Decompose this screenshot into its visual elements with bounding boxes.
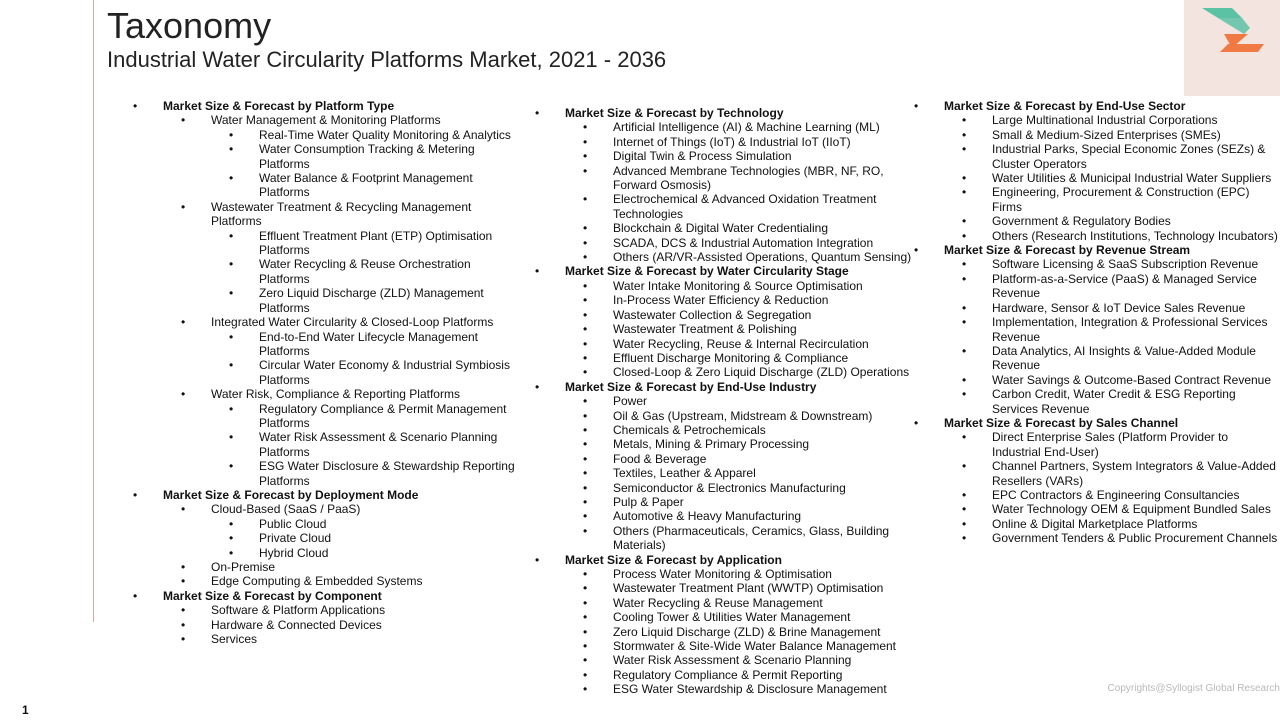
- taxonomy-subsegment: • Metals, Mining & Primary Processing: [533, 437, 915, 451]
- taxonomy-subsegment: • Small & Medium-Sized Enterprises (SMEs): [912, 128, 1280, 142]
- taxonomy-subsegment: • Oil & Gas (Upstream, Midstream & Downstream): [533, 409, 915, 423]
- taxonomy-sub-subsegment: • Water Balance & Footprint Management Platforms: [95, 171, 515, 200]
- taxonomy-subsegment: • Water Management & Monitoring Platforms: [95, 113, 515, 127]
- taxonomy-subsegment: • Wastewater Treatment & Recycling Management Platforms: [95, 200, 515, 229]
- taxonomy-list: [95, 99, 515, 646]
- taxonomy-subsegment: • Others (AR/VR-Assisted Operations, Quantum Sensing): [533, 250, 915, 264]
- taxonomy-subsegment: • Online & Digital Marketplace Platforms: [912, 517, 1280, 531]
- taxonomy-subsegment: • Others (Research Institutions, Technology Incubators): [912, 229, 1280, 243]
- taxonomy-sub-subsegment: • ESG Water Disclosure & Stewardship Reporting Platforms: [95, 459, 515, 488]
- taxonomy-subsegment: • On-Premise: [95, 560, 515, 574]
- taxonomy-subsegment: • Implementation, Integration & Professional Services Revenue: [912, 315, 1280, 344]
- taxonomy-subsegment: • Advanced Membrane Technologies (MBR, NF, RO, Forward Osmosis): [533, 164, 915, 193]
- taxonomy-subsegment: • Blockchain & Digital Water Credentialing: [533, 221, 915, 235]
- page-subtitle: Industrial Water Circularity Platforms Market, 2021 - 2036: [107, 47, 667, 72]
- taxonomy-subsegment: • ESG Water Stewardship & Disclosure Management: [533, 682, 915, 696]
- taxonomy-segment-heading: • Market Size & Forecast by Deployment Mode: [95, 488, 515, 502]
- taxonomy-list: [912, 99, 1280, 546]
- taxonomy-subsegment: • Hardware, Sensor & IoT Device Sales Revenue: [912, 301, 1280, 315]
- taxonomy-subsegment: • Wastewater Treatment & Polishing: [533, 322, 915, 336]
- taxonomy-subsegment: • Others (Pharmaceuticals, Ceramics, Glass, Building Materials): [533, 524, 915, 553]
- taxonomy-subsegment: • Platform-as-a-Service (PaaS) & Managed Service Revenue: [912, 272, 1280, 301]
- taxonomy-subsegment: • SCADA, DCS & Industrial Automation Integration: [533, 236, 915, 250]
- copyright-text: Copyrights@Syllogist Global Research: [1107, 683, 1280, 694]
- taxonomy-subsegment: • Government & Regulatory Bodies: [912, 214, 1280, 228]
- taxonomy-segment-heading: • Market Size & Forecast by Sales Channel: [912, 416, 1280, 430]
- taxonomy-subsegment: • Software Licensing & SaaS Subscription Revenue: [912, 257, 1280, 271]
- taxonomy-subsegment: • Integrated Water Circularity & Closed-Loop Platforms: [95, 315, 515, 329]
- taxonomy-subsegment: • Electrochemical & Advanced Oxidation Treatment Technologies: [533, 192, 915, 221]
- taxonomy-subsegment: • Engineering, Procurement & Construction (EPC) Firms: [912, 185, 1280, 214]
- taxonomy-subsegment: • Pulp & Paper: [533, 495, 915, 509]
- taxonomy-segment-heading: • Market Size & Forecast by Technology: [533, 106, 915, 120]
- taxonomy-subsegment: • Power: [533, 394, 915, 408]
- taxonomy-sub-subsegment: • Regulatory Compliance & Permit Management Platforms: [95, 402, 515, 431]
- taxonomy-subsegment: • Wastewater Collection & Segregation: [533, 308, 915, 322]
- taxonomy-segment-heading: • Market Size & Forecast by End-Use Sector: [912, 99, 1280, 113]
- taxonomy-sub-subsegment: • Zero Liquid Discharge (ZLD) Management Platforms: [95, 286, 515, 315]
- page-number: 1: [22, 703, 29, 717]
- taxonomy-list: [533, 106, 915, 697]
- taxonomy-sub-subsegment: • End-to-End Water Lifecycle Management Platforms: [95, 330, 515, 359]
- taxonomy-subsegment: • Large Multinational Industrial Corporations: [912, 113, 1280, 127]
- taxonomy-subsegment: • Water Intake Monitoring & Source Optimisation: [533, 279, 915, 293]
- taxonomy-segment-heading: • Market Size & Forecast by Application: [533, 553, 915, 567]
- taxonomy-sub-subsegment: • Public Cloud: [95, 517, 515, 531]
- taxonomy-subsegment: • Zero Liquid Discharge (ZLD) & Brine Management: [533, 625, 915, 639]
- taxonomy-subsegment: • Stormwater & Site-Wide Water Balance Management: [533, 639, 915, 653]
- taxonomy-subsegment: • Effluent Discharge Monitoring & Compliance: [533, 351, 915, 365]
- page-title: Taxonomy: [107, 5, 272, 46]
- taxonomy-subsegment: • Automotive & Heavy Manufacturing: [533, 509, 915, 523]
- taxonomy-column-3: [912, 99, 1280, 546]
- taxonomy-subsegment: • Food & Beverage: [533, 452, 915, 466]
- taxonomy-sub-subsegment: • Private Cloud: [95, 531, 515, 545]
- taxonomy-subsegment: • Industrial Parks, Special Economic Zones (SEZs) & Cluster Operators: [912, 142, 1280, 171]
- taxonomy-subsegment: • EPC Contractors & Engineering Consultancies: [912, 488, 1280, 502]
- taxonomy-sub-subsegment: • Water Consumption Tracking & Metering Platforms: [95, 142, 515, 171]
- taxonomy-sub-subsegment: • Circular Water Economy & Industrial Symbiosis Platforms: [95, 358, 515, 387]
- taxonomy-segment-heading: • Market Size & Forecast by Revenue Stream: [912, 243, 1280, 257]
- taxonomy-subsegment: • Chemicals & Petrochemicals: [533, 423, 915, 437]
- taxonomy-subsegment: • Cooling Tower & Utilities Water Management: [533, 610, 915, 624]
- taxonomy-subsegment: • Hardware & Connected Devices: [95, 618, 515, 632]
- taxonomy-subsegment: • Cloud-Based (SaaS / PaaS): [95, 502, 515, 516]
- taxonomy-sub-subsegment: • Hybrid Cloud: [95, 546, 515, 560]
- taxonomy-subsegment: • Water Utilities & Municipal Industrial Water Suppliers: [912, 171, 1280, 185]
- taxonomy-subsegment: • Process Water Monitoring & Optimisation: [533, 567, 915, 581]
- taxonomy-subsegment: • Carbon Credit, Water Credit & ESG Reporting Services Revenue: [912, 387, 1280, 416]
- taxonomy-sub-subsegment: • Water Risk Assessment & Scenario Planning Platforms: [95, 430, 515, 459]
- taxonomy-segment-heading: • Market Size & Forecast by Platform Type: [95, 99, 515, 113]
- taxonomy-subsegment: • Textiles, Leather & Apparel: [533, 466, 915, 480]
- taxonomy-segment-heading: • Market Size & Forecast by End-Use Industry: [533, 380, 915, 394]
- taxonomy-subsegment: • Internet of Things (IoT) & Industrial IoT (IIoT): [533, 135, 915, 149]
- taxonomy-subsegment: • Digital Twin & Process Simulation: [533, 149, 915, 163]
- accent-divider-line: [93, 0, 94, 622]
- taxonomy-subsegment: • Water Risk Assessment & Scenario Planning: [533, 653, 915, 667]
- taxonomy-subsegment: • Data Analytics, AI Insights & Value-Added Module Revenue: [912, 344, 1280, 373]
- taxonomy-subsegment: • Semiconductor & Electronics Manufacturing: [533, 481, 915, 495]
- taxonomy-subsegment: • Water Recycling, Reuse & Internal Recirculation: [533, 337, 915, 351]
- taxonomy-column-2: [533, 106, 915, 697]
- taxonomy-subsegment: • Direct Enterprise Sales (Platform Provider to Industrial End-User): [912, 430, 1280, 459]
- taxonomy-subsegment: • Government Tenders & Public Procurement Channels: [912, 531, 1280, 545]
- taxonomy-subsegment: • Services: [95, 632, 515, 646]
- taxonomy-subsegment: • Edge Computing & Embedded Systems: [95, 574, 515, 588]
- taxonomy-sub-subsegment: • Real-Time Water Quality Monitoring & Analytics: [95, 128, 515, 142]
- taxonomy-subsegment: • Water Recycling & Reuse Management: [533, 596, 915, 610]
- taxonomy-sub-subsegment: • Water Recycling & Reuse Orchestration Platforms: [95, 257, 515, 286]
- taxonomy-subsegment: • Water Savings & Outcome-Based Contract Revenue: [912, 373, 1280, 387]
- taxonomy-subsegment: • Software & Platform Applications: [95, 603, 515, 617]
- taxonomy-subsegment: • Wastewater Treatment Plant (WWTP) Optimisation: [533, 581, 915, 595]
- taxonomy-segment-heading: • Market Size & Forecast by Water Circularity Stage: [533, 264, 915, 278]
- taxonomy-subsegment: • Closed-Loop & Zero Liquid Discharge (ZLD) Operations: [533, 365, 915, 379]
- taxonomy-subsegment: • Water Technology OEM & Equipment Bundled Sales: [912, 502, 1280, 516]
- taxonomy-column-1: [95, 99, 515, 646]
- company-logo: [1184, 0, 1280, 96]
- syllogist-logo-icon: [1198, 4, 1270, 56]
- taxonomy-subsegment: • Artificial Intelligence (AI) & Machine Learning (ML): [533, 120, 915, 134]
- taxonomy-sub-subsegment: • Effluent Treatment Plant (ETP) Optimisation Platforms: [95, 229, 515, 258]
- taxonomy-subsegment: • Water Risk, Compliance & Reporting Platforms: [95, 387, 515, 401]
- taxonomy-subsegment: • Regulatory Compliance & Permit Reporting: [533, 668, 915, 682]
- taxonomy-subsegment: • In-Process Water Efficiency & Reduction: [533, 293, 915, 307]
- taxonomy-subsegment: • Channel Partners, System Integrators & Value-Added Resellers (VARs): [912, 459, 1280, 488]
- taxonomy-segment-heading: • Market Size & Forecast by Component: [95, 589, 515, 603]
